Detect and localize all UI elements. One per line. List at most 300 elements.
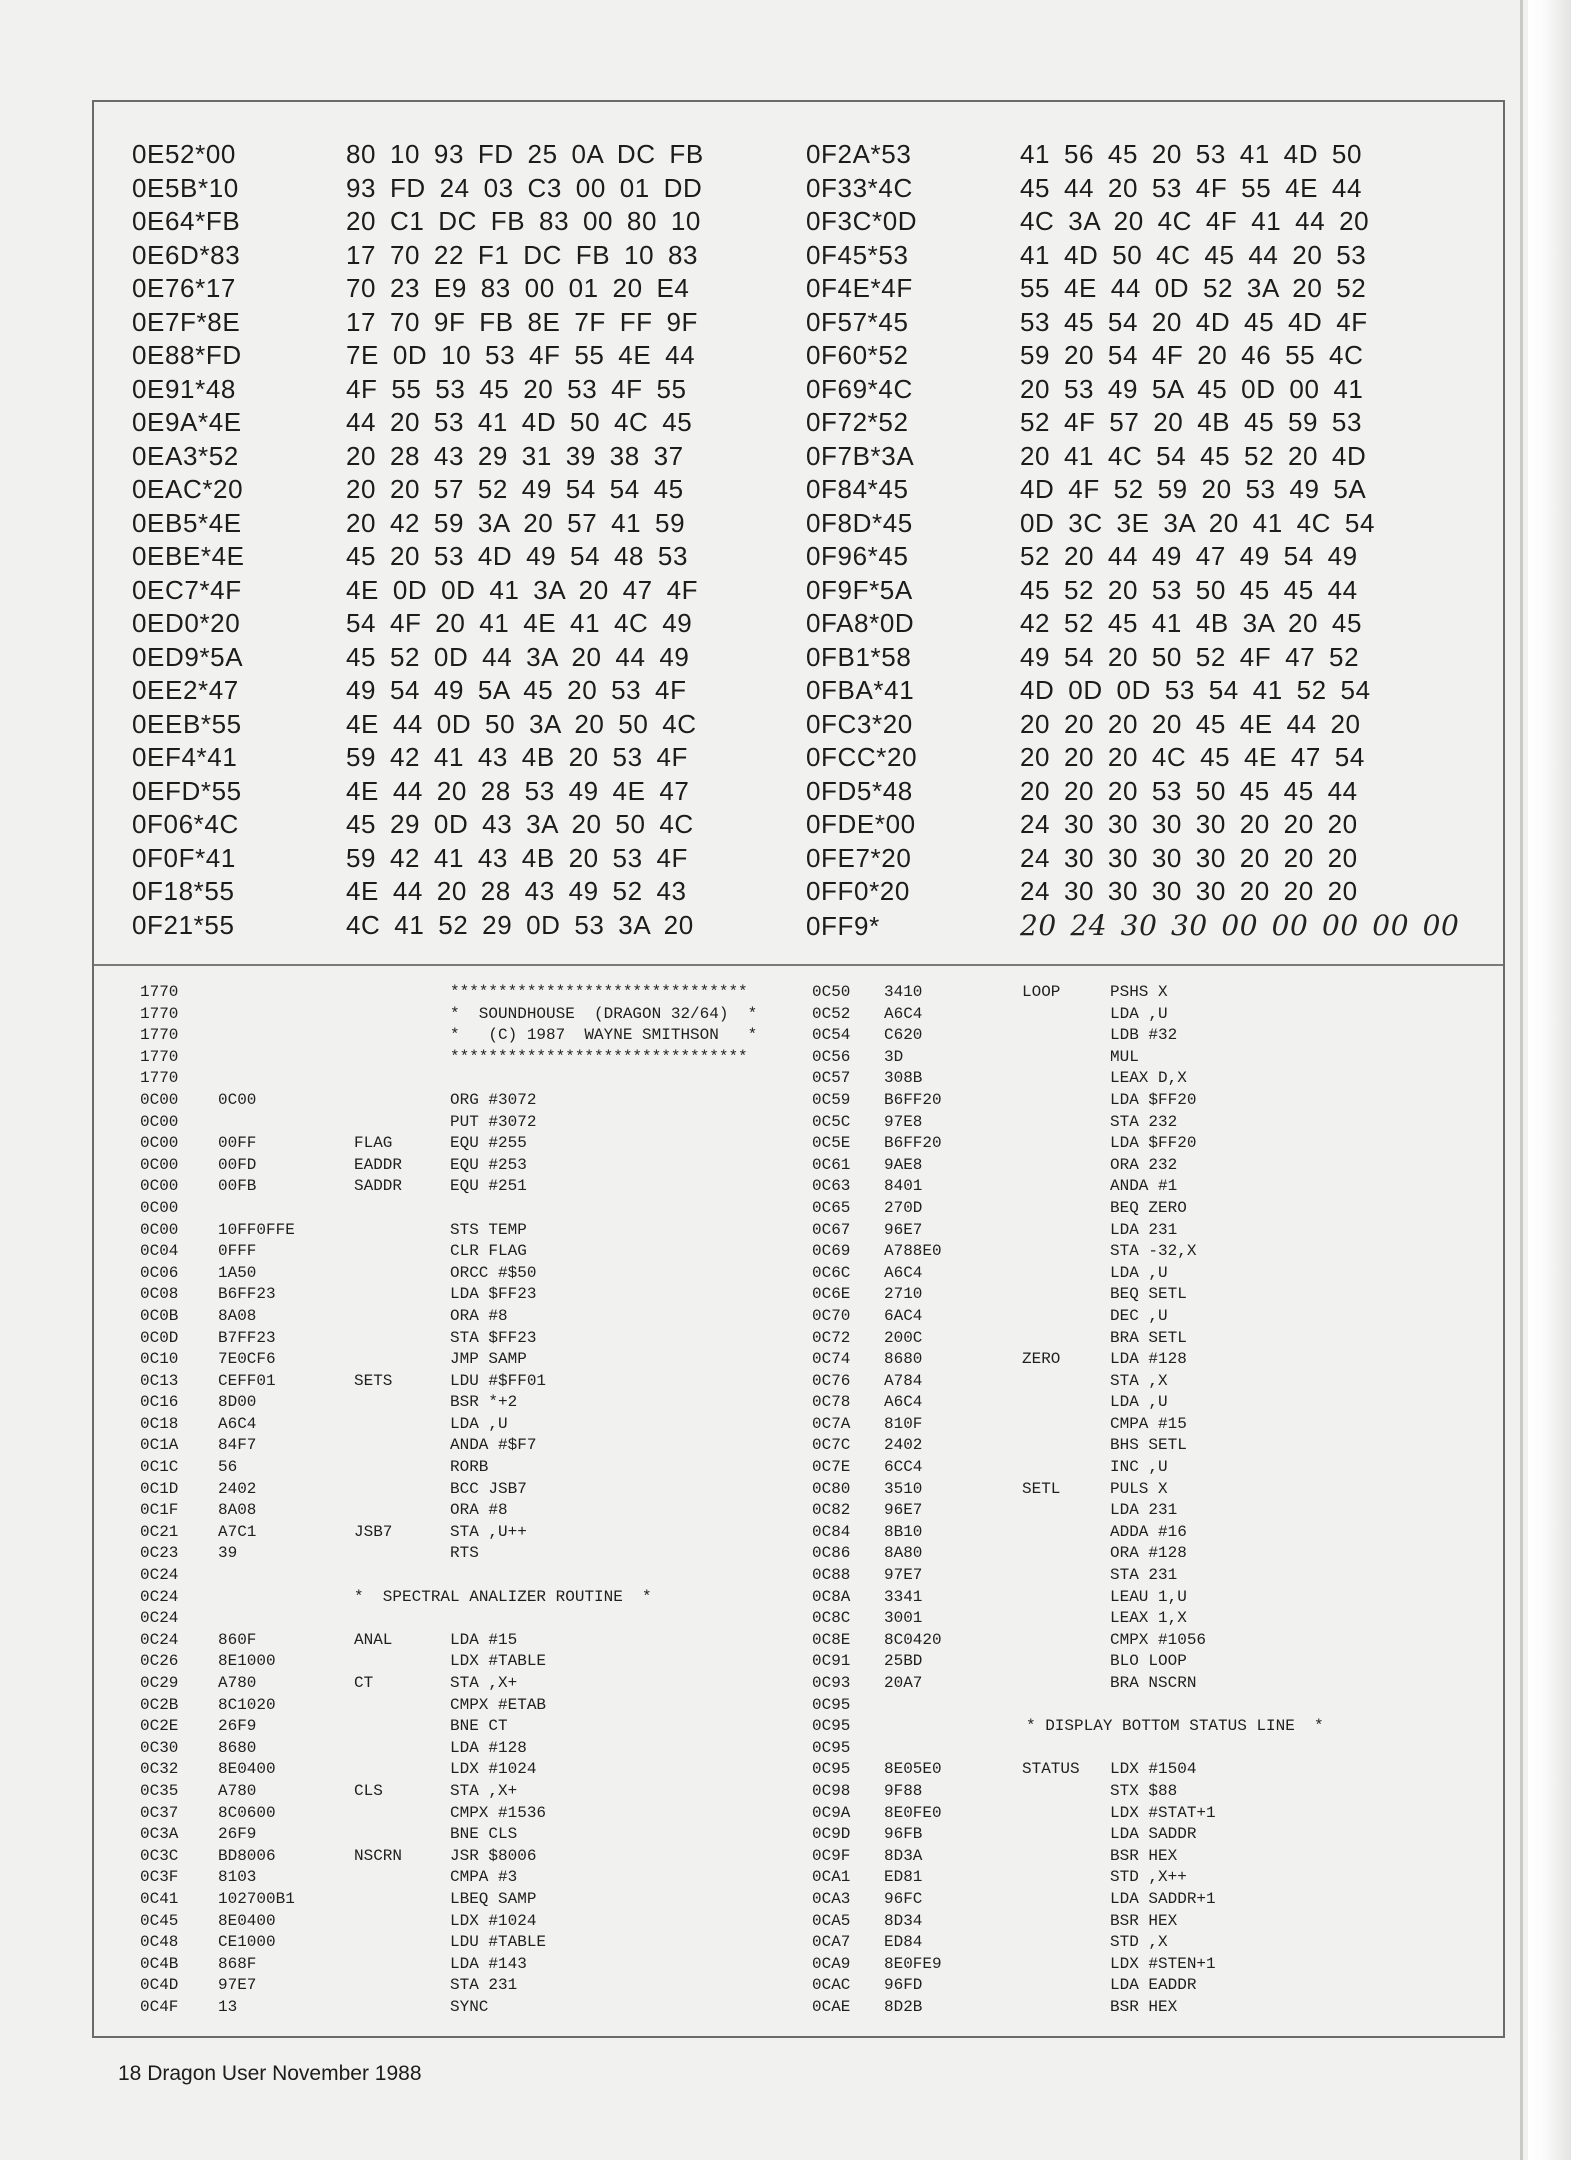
hex-address: 0E9A*4E bbox=[132, 407, 242, 437]
hex-row bbox=[132, 272, 792, 306]
hex-address: 0F9F*5A bbox=[806, 574, 913, 605]
asm-address: 0C00 bbox=[140, 1155, 179, 1174]
asm-line bbox=[812, 1716, 1492, 1738]
hex-address: 0FF0*20 bbox=[806, 876, 910, 906]
asm-opcode: 3D bbox=[884, 1047, 904, 1066]
asm-instruction: STA $FF23 bbox=[450, 1328, 537, 1347]
hex-bytes: 20 20 20 4C 45 4E 47 54 bbox=[1020, 742, 1365, 772]
asm-opcode: 8401 bbox=[884, 1177, 923, 1196]
asm-address: 1770 bbox=[140, 983, 179, 1001]
asm-address: 0C18 bbox=[140, 1414, 179, 1433]
asm-address: 0C86 bbox=[812, 1544, 851, 1563]
asm-address: 0C04 bbox=[140, 1242, 179, 1261]
asm-address: 0C65 bbox=[812, 1198, 851, 1217]
hex-address: 0F18*55 bbox=[132, 876, 235, 906]
hex-row bbox=[132, 172, 792, 206]
asm-line bbox=[812, 1803, 1492, 1825]
asm-instruction: ORA #8 bbox=[450, 1501, 508, 1520]
hex-bytes: 24 30 30 30 30 20 20 20 bbox=[1020, 842, 1358, 873]
asm-line bbox=[140, 1155, 820, 1177]
asm-instruction: BNE CT bbox=[450, 1717, 508, 1736]
asm-instruction: LDA #143 bbox=[450, 1954, 527, 1973]
asm-opcode: 8C0600 bbox=[218, 1803, 276, 1822]
asm-label: STATUS bbox=[1022, 1760, 1080, 1779]
hex-address: 0E6D*83 bbox=[132, 239, 241, 270]
asm-opcode: 8D2B bbox=[884, 1997, 923, 2016]
asm-address: 0C80 bbox=[812, 1479, 851, 1498]
asm-address: 0C21 bbox=[140, 1522, 179, 1541]
asm-line bbox=[140, 1176, 820, 1198]
hex-row bbox=[132, 741, 792, 775]
hex-address: 0EEB*55 bbox=[132, 708, 242, 739]
asm-address: 0CA5 bbox=[812, 1911, 851, 1930]
asm-address: 0C72 bbox=[812, 1328, 851, 1347]
asm-address: 0C1D bbox=[140, 1479, 179, 1498]
asm-line bbox=[812, 1846, 1492, 1868]
asm-line bbox=[140, 982, 820, 1004]
asm-instruction: LDA SADDR bbox=[1110, 1825, 1197, 1844]
asm-line bbox=[812, 1090, 1492, 1112]
asm-line bbox=[812, 1565, 1492, 1587]
hex-address: 0F21*55 bbox=[132, 909, 235, 940]
asm-address: 0C1F bbox=[140, 1501, 179, 1520]
asm-instruction: BSR HEX bbox=[1110, 1846, 1178, 1865]
hex-row bbox=[806, 406, 1466, 440]
asm-instruction: PULS X bbox=[1110, 1479, 1168, 1498]
asm-address: 0C61 bbox=[812, 1155, 851, 1174]
asm-line bbox=[812, 1759, 1492, 1781]
hex-bytes: 4D 0D 0D 53 54 41 52 54 bbox=[1020, 675, 1371, 705]
asm-line bbox=[812, 1306, 1492, 1328]
asm-opcode: 20A7 bbox=[884, 1674, 923, 1692]
asm-instruction: ANDA #1 bbox=[1110, 1177, 1178, 1196]
asm-instruction: STA -32,X bbox=[1110, 1242, 1197, 1261]
hex-bytes: 41 56 45 20 53 41 4D 50 bbox=[1020, 139, 1363, 169]
asm-line bbox=[140, 1004, 820, 1026]
asm-instruction: LDA 231 bbox=[1110, 1220, 1178, 1239]
asm-opcode: A7C1 bbox=[218, 1522, 257, 1541]
asm-opcode: 6AC4 bbox=[884, 1306, 923, 1325]
asm-line bbox=[812, 1457, 1492, 1479]
asm-line bbox=[812, 1263, 1492, 1285]
asm-opcode: 308B bbox=[884, 1069, 923, 1088]
asm-instruction: BRA SETL bbox=[1110, 1328, 1187, 1347]
asm-instruction: PUT #3072 bbox=[450, 1112, 537, 1131]
asm-instruction: LDX #STEN+1 bbox=[1110, 1954, 1216, 1973]
asm-line bbox=[812, 1781, 1492, 1803]
asm-line bbox=[140, 1630, 820, 1652]
asm-instruction: PSHS X bbox=[1110, 983, 1168, 1001]
hex-bytes: 54 4F 20 41 4E 41 4C 49 bbox=[346, 608, 693, 638]
hex-address: 0F4E*4F bbox=[806, 273, 913, 303]
asm-line bbox=[140, 1284, 820, 1306]
asm-line bbox=[812, 1954, 1492, 1976]
asm-instruction: STD ,X bbox=[1110, 1933, 1168, 1952]
hex-row bbox=[132, 440, 792, 474]
asm-line bbox=[812, 1587, 1492, 1609]
page-gutter-edge bbox=[1520, 0, 1523, 2160]
hex-row bbox=[806, 741, 1466, 775]
asm-address: 0C5E bbox=[812, 1134, 851, 1153]
hex-row bbox=[806, 172, 1466, 206]
asm-address: 0C91 bbox=[812, 1652, 851, 1671]
asm-instruction: LEAX 1,X bbox=[1110, 1609, 1187, 1628]
asm-instruction: ORG #3072 bbox=[450, 1090, 537, 1109]
hex-bytes: 20 20 20 53 50 45 45 44 bbox=[1020, 775, 1358, 806]
asm-opcode: BD8006 bbox=[218, 1846, 276, 1865]
asm-label: SETS bbox=[354, 1371, 393, 1390]
asm-address: 0C4F bbox=[140, 1997, 179, 2016]
hex-address: 0F57*45 bbox=[806, 306, 909, 337]
asm-address: 0C1A bbox=[140, 1436, 179, 1455]
asm-opcode: 3510 bbox=[884, 1479, 923, 1498]
asm-address: 0C50 bbox=[812, 983, 851, 1001]
hex-address: 0E52*00 bbox=[132, 139, 236, 169]
asm-instruction: ORA 232 bbox=[1110, 1155, 1178, 1174]
asm-instruction: CMPX #ETAB bbox=[450, 1695, 547, 1714]
hex-bytes: 53 45 54 20 4D 45 4D 4F bbox=[1020, 306, 1368, 337]
asm-line bbox=[140, 1716, 820, 1738]
hex-bytes: 93 FD 24 03 C3 00 01 DD bbox=[346, 172, 703, 203]
hex-address: 0FD5*48 bbox=[806, 775, 913, 806]
hex-address: 0FC3*20 bbox=[806, 708, 913, 739]
asm-instruction: LDA ,U bbox=[450, 1414, 508, 1433]
hex-bytes: 4E 44 20 28 53 49 4E 47 bbox=[346, 775, 690, 806]
hex-address: 0F96*45 bbox=[806, 541, 909, 571]
asm-label: CLS bbox=[354, 1781, 383, 1800]
hex-row bbox=[132, 708, 792, 742]
asm-line bbox=[140, 1349, 820, 1371]
asm-opcode: 97E7 bbox=[218, 1976, 257, 1995]
asm-line bbox=[812, 982, 1492, 1004]
asm-instruction: RTS bbox=[450, 1544, 479, 1563]
hex-address: 0FF9* bbox=[806, 910, 880, 941]
asm-instruction: LDA #15 bbox=[450, 1630, 518, 1649]
asm-address: 0C78 bbox=[812, 1393, 851, 1412]
hex-bytes: 49 54 49 5A 45 20 53 4F bbox=[346, 675, 687, 705]
hex-address: 0EAC*20 bbox=[132, 474, 244, 504]
asm-instruction: STA 232 bbox=[1110, 1112, 1178, 1131]
asm-instruction: JSR $8006 bbox=[450, 1846, 537, 1865]
asm-instruction: SYNC bbox=[450, 1997, 489, 2016]
asm-line bbox=[140, 1479, 820, 1501]
hex-bytes: 17 70 9F FB 8E 7F FF 9F bbox=[346, 306, 699, 337]
asm-instruction: LDA $FF23 bbox=[450, 1285, 537, 1304]
asm-line bbox=[812, 1220, 1492, 1242]
hex-address: 0F45*53 bbox=[806, 239, 909, 270]
asm-opcode: 26F9 bbox=[218, 1825, 257, 1844]
hex-row bbox=[132, 842, 792, 876]
asm-line bbox=[812, 1608, 1492, 1630]
hex-row bbox=[132, 775, 792, 809]
asm-line bbox=[140, 1047, 820, 1069]
asm-instruction: BRA NSCRN bbox=[1110, 1674, 1197, 1692]
section-divider bbox=[94, 964, 1503, 966]
hex-row bbox=[132, 339, 792, 373]
asm-address: 0C24 bbox=[140, 1630, 179, 1649]
hex-bytes: 4E 44 0D 50 3A 20 50 4C bbox=[346, 708, 697, 739]
hex-bytes: 44 20 53 41 4D 50 4C 45 bbox=[346, 407, 693, 437]
asm-instruction: BLO LOOP bbox=[1110, 1652, 1187, 1671]
hex-dump-left-column bbox=[132, 138, 792, 1060]
asm-address: 0C95 bbox=[812, 1738, 851, 1757]
asm-line bbox=[812, 1932, 1492, 1954]
hex-address: 0FA8*0D bbox=[806, 608, 915, 638]
hex-row bbox=[132, 373, 792, 407]
hex-row bbox=[132, 875, 792, 909]
asm-opcode: 9AE8 bbox=[884, 1155, 923, 1174]
hex-row bbox=[806, 239, 1466, 273]
asm-line bbox=[812, 1889, 1492, 1911]
hex-row bbox=[132, 306, 792, 340]
asm-address: 0C30 bbox=[140, 1738, 179, 1757]
asm-instruction: LDA $FF20 bbox=[1110, 1090, 1197, 1109]
hex-row bbox=[806, 842, 1466, 876]
asm-address: 0C08 bbox=[140, 1285, 179, 1304]
hex-row bbox=[132, 205, 792, 239]
hex-row bbox=[806, 641, 1466, 675]
hex-bytes: 24 30 30 30 30 20 20 20 bbox=[1020, 876, 1358, 906]
handwritten-bytes: 20 24 30 30 00 00 00 00 00 bbox=[1020, 908, 1460, 942]
asm-address: 0C0B bbox=[140, 1306, 179, 1325]
hex-bytes: 41 4D 50 4C 45 44 20 53 bbox=[1020, 239, 1367, 270]
hex-bytes: 45 29 0D 43 3A 20 50 4C bbox=[346, 809, 694, 839]
asm-opcode: ED84 bbox=[884, 1933, 923, 1952]
asm-opcode: 00FB bbox=[218, 1177, 257, 1196]
asm-instruction: LDA ,U bbox=[1110, 1393, 1168, 1412]
asm-address: 0CAE bbox=[812, 1997, 851, 2016]
asm-address: 0CA7 bbox=[812, 1933, 851, 1952]
asm-address: 0C0D bbox=[140, 1328, 179, 1347]
asm-line bbox=[812, 1500, 1492, 1522]
hex-address: 0EE2*47 bbox=[132, 675, 239, 705]
asm-line bbox=[812, 1911, 1492, 1933]
asm-line bbox=[812, 1198, 1492, 1220]
asm-instruction: * DISPLAY BOTTOM STATUS LINE * bbox=[1026, 1717, 1324, 1736]
asm-line bbox=[140, 1954, 820, 1976]
asm-opcode: 97E8 bbox=[884, 1112, 923, 1131]
asm-opcode: 00FF bbox=[218, 1134, 257, 1153]
asm-line bbox=[140, 1738, 820, 1760]
hex-address: 0F7B*3A bbox=[806, 440, 915, 471]
hex-row bbox=[806, 306, 1466, 340]
hex-bytes: 20 41 4C 54 45 52 20 4D bbox=[1020, 440, 1367, 471]
asm-line bbox=[140, 1803, 820, 1825]
asm-instruction: BEQ SETL bbox=[1110, 1285, 1187, 1304]
asm-opcode: 868F bbox=[218, 1954, 257, 1973]
hex-address: 0F8D*45 bbox=[806, 507, 913, 538]
asm-line bbox=[812, 1522, 1492, 1544]
asm-address: 0C4B bbox=[140, 1954, 179, 1973]
hex-row bbox=[806, 607, 1466, 641]
asm-line bbox=[140, 1932, 820, 1954]
asm-label: SETL bbox=[1022, 1479, 1061, 1498]
asm-opcode: 270D bbox=[884, 1198, 923, 1217]
asm-opcode: 96FB bbox=[884, 1825, 923, 1844]
asm-address: 0C48 bbox=[140, 1933, 179, 1952]
asm-address: 0C54 bbox=[812, 1026, 851, 1045]
asm-opcode: 8E0400 bbox=[218, 1911, 276, 1930]
asm-line bbox=[140, 1090, 820, 1112]
asm-instruction: INC ,U bbox=[1110, 1458, 1168, 1477]
asm-opcode: 00FD bbox=[218, 1155, 257, 1174]
asm-address: 0C4D bbox=[140, 1976, 179, 1995]
asm-opcode: 8A08 bbox=[218, 1501, 257, 1520]
hex-row bbox=[132, 239, 792, 273]
asm-opcode: A6C4 bbox=[884, 1263, 923, 1282]
asm-line bbox=[812, 1155, 1492, 1177]
asm-address: 0C95 bbox=[812, 1760, 851, 1779]
asm-opcode: B6FF20 bbox=[884, 1090, 942, 1109]
asm-instruction: LDA SADDR+1 bbox=[1110, 1889, 1216, 1908]
asm-opcode: C620 bbox=[884, 1026, 923, 1045]
asm-line bbox=[812, 1392, 1492, 1414]
asm-address: 0C00 bbox=[140, 1134, 179, 1153]
asm-instruction: LDA #128 bbox=[450, 1738, 527, 1757]
asm-line bbox=[812, 1824, 1492, 1846]
hex-row bbox=[806, 440, 1466, 474]
asm-opcode: 96E7 bbox=[884, 1501, 923, 1520]
asm-instruction: CMPX #1536 bbox=[450, 1803, 547, 1822]
hex-address: 0ED9*5A bbox=[132, 641, 244, 672]
hex-bytes: 7E 0D 10 53 4F 55 4E 44 bbox=[346, 340, 696, 370]
asm-address: 0C56 bbox=[812, 1047, 851, 1066]
hex-row bbox=[806, 808, 1466, 842]
asm-line bbox=[812, 1112, 1492, 1134]
asm-instruction: BCC JSB7 bbox=[450, 1479, 527, 1498]
asm-line bbox=[812, 1371, 1492, 1393]
asm-opcode: B7FF23 bbox=[218, 1328, 276, 1347]
hex-address: 0EF4*41 bbox=[132, 742, 238, 772]
asm-instruction: LDU #TABLE bbox=[450, 1933, 547, 1952]
asm-line bbox=[812, 1867, 1492, 1889]
asm-address: 0C8E bbox=[812, 1630, 851, 1649]
asm-instruction: CMPX #1056 bbox=[1110, 1630, 1207, 1649]
asm-address: 1770 bbox=[140, 1069, 179, 1088]
hex-bytes: 49 54 20 50 52 4F 47 52 bbox=[1020, 641, 1360, 672]
asm-opcode: 96E7 bbox=[884, 1220, 923, 1239]
hex-dump-right-column bbox=[806, 138, 1466, 1060]
hex-address: 0FCC*20 bbox=[806, 742, 918, 772]
asm-opcode: 10FF0FFE bbox=[218, 1220, 295, 1239]
hex-row bbox=[132, 574, 792, 608]
asm-address: 0C2B bbox=[140, 1695, 179, 1714]
asm-instruction: ANDA #$F7 bbox=[450, 1436, 537, 1455]
asm-line bbox=[140, 1695, 820, 1717]
asm-address: 0C93 bbox=[812, 1674, 851, 1692]
hex-row bbox=[806, 708, 1466, 742]
asm-line bbox=[140, 1414, 820, 1436]
asm-address: 0C00 bbox=[140, 1177, 179, 1196]
hex-address: 0EB5*4E bbox=[132, 507, 242, 538]
asm-instruction: LDU #$FF01 bbox=[450, 1371, 547, 1390]
hex-address: 0E91*48 bbox=[132, 373, 236, 404]
hex-address: 0F69*4C bbox=[806, 373, 913, 404]
hex-bytes: 20 20 20 20 45 4E 44 20 bbox=[1020, 708, 1361, 739]
asm-opcode: 8680 bbox=[884, 1350, 923, 1369]
asm-line bbox=[140, 1220, 820, 1242]
asm-address: 0C29 bbox=[140, 1674, 179, 1692]
asm-opcode: 8D34 bbox=[884, 1911, 923, 1930]
asm-opcode: B6FF20 bbox=[884, 1134, 942, 1153]
hex-bytes: 4C 3A 20 4C 4F 41 44 20 bbox=[1020, 206, 1370, 236]
hex-bytes: 0D 3C 3E 3A 20 41 4C 54 bbox=[1020, 507, 1376, 538]
asm-line bbox=[812, 1047, 1492, 1069]
hex-bytes: 52 4F 57 20 4B 45 59 53 bbox=[1020, 407, 1363, 437]
asm-instruction: MUL bbox=[1110, 1047, 1139, 1066]
asm-line bbox=[812, 1673, 1492, 1695]
hex-row bbox=[806, 473, 1466, 507]
asm-instruction: STA 231 bbox=[1110, 1566, 1178, 1585]
asm-instruction: * SOUNDHOUSE (DRAGON 32/64) * bbox=[450, 1004, 758, 1023]
asm-line bbox=[140, 1824, 820, 1846]
asm-opcode: 8E0400 bbox=[218, 1760, 276, 1779]
asm-opcode: 13 bbox=[218, 1997, 238, 2016]
asm-opcode: 8E1000 bbox=[218, 1652, 276, 1671]
asm-line bbox=[812, 1176, 1492, 1198]
asm-label: JSB7 bbox=[354, 1522, 393, 1541]
asm-opcode: 96FD bbox=[884, 1976, 923, 1995]
asm-address: 0C6E bbox=[812, 1285, 851, 1304]
asm-address: 1770 bbox=[140, 1004, 179, 1023]
hex-address: 0E5B*10 bbox=[132, 172, 239, 203]
asm-instruction: STA 231 bbox=[450, 1976, 518, 1995]
asm-instruction: ORA #128 bbox=[1110, 1544, 1187, 1563]
hex-address: 0F72*52 bbox=[806, 407, 909, 437]
asm-address: 0C00 bbox=[140, 1220, 179, 1239]
asm-opcode: 9F88 bbox=[884, 1781, 923, 1800]
asm-line bbox=[140, 1587, 820, 1609]
hex-address: 0E64*FB bbox=[132, 206, 241, 236]
hex-address: 0E76*17 bbox=[132, 273, 236, 303]
asm-instruction: RORB bbox=[450, 1458, 489, 1477]
asm-instruction: CLR FLAG bbox=[450, 1242, 527, 1261]
hex-address: 0F33*4C bbox=[806, 172, 913, 203]
asm-address: 1770 bbox=[140, 1047, 179, 1066]
asm-opcode: CEFF01 bbox=[218, 1371, 276, 1390]
asm-instruction: LDX #TABLE bbox=[450, 1652, 547, 1671]
asm-opcode: 860F bbox=[218, 1630, 257, 1649]
hex-row bbox=[806, 272, 1466, 306]
asm-address: 0C9F bbox=[812, 1846, 851, 1865]
hex-row bbox=[132, 641, 792, 675]
asm-opcode: 96FC bbox=[884, 1889, 923, 1908]
asm-address: 0C74 bbox=[812, 1350, 851, 1369]
hex-address: 0ED0*20 bbox=[132, 608, 241, 638]
asm-label: NSCRN bbox=[354, 1846, 403, 1865]
asm-instruction: ORA #8 bbox=[450, 1306, 508, 1325]
asm-address: 0C98 bbox=[812, 1781, 851, 1800]
asm-instruction: LDX #1504 bbox=[1110, 1760, 1197, 1779]
assembly-listing-right-column bbox=[812, 982, 1492, 2022]
asm-line bbox=[812, 1738, 1492, 1760]
hex-bytes: 4F 55 53 45 20 53 4F 55 bbox=[346, 373, 687, 404]
asm-opcode: A6C4 bbox=[884, 1004, 923, 1023]
asm-address: 0C16 bbox=[140, 1393, 179, 1412]
asm-address: 0C41 bbox=[140, 1889, 179, 1908]
asm-opcode: 8C0420 bbox=[884, 1630, 942, 1649]
asm-instruction: LDA #128 bbox=[1110, 1350, 1187, 1369]
asm-address: 0C7C bbox=[812, 1436, 851, 1455]
hex-bytes: 45 52 0D 44 3A 20 44 49 bbox=[346, 641, 690, 672]
asm-line bbox=[140, 1133, 820, 1155]
asm-instruction: BNE CLS bbox=[450, 1825, 518, 1844]
asm-address: 0C6C bbox=[812, 1263, 851, 1282]
hex-row bbox=[132, 138, 792, 172]
asm-instruction: JMP SAMP bbox=[450, 1350, 527, 1369]
asm-line bbox=[812, 1543, 1492, 1565]
asm-instruction: BEQ ZERO bbox=[1110, 1198, 1187, 1217]
